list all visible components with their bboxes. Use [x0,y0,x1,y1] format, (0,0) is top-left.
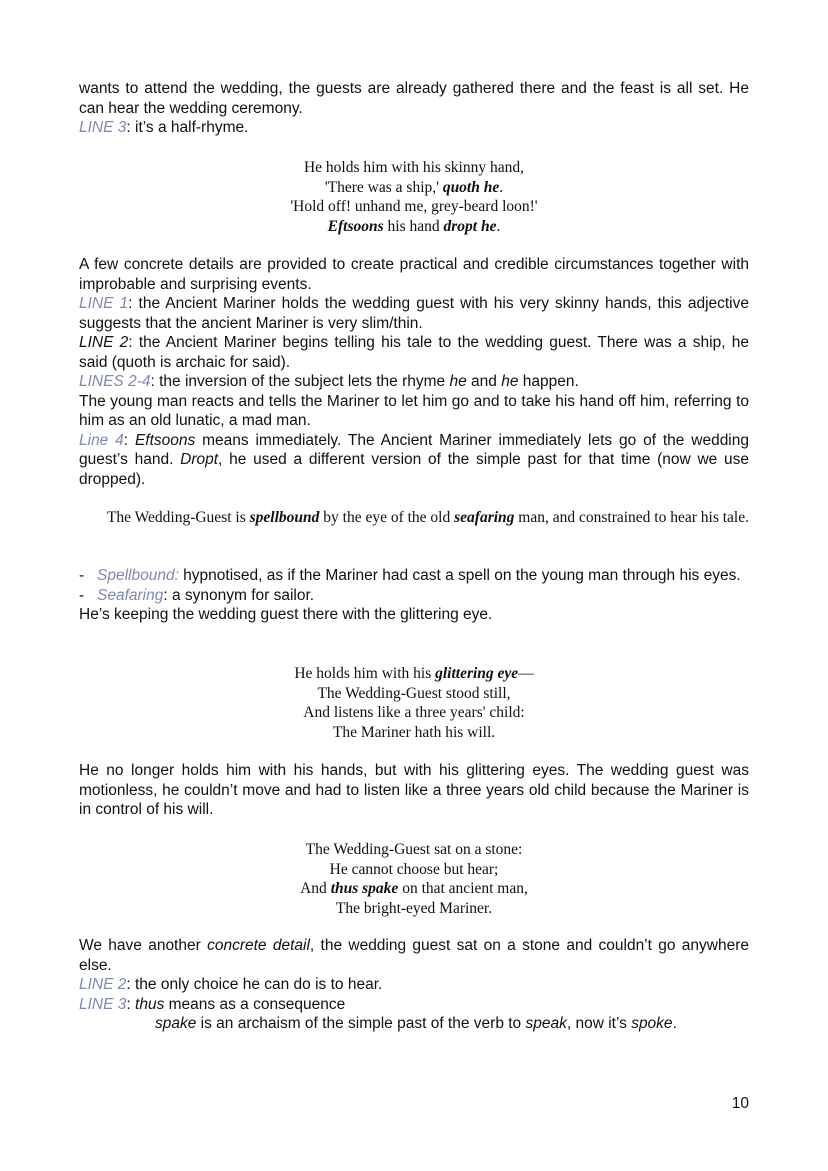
stanza-2: The Wedding-Guest is spellbound by the eye of the old seafaring man, and constrained to hear his tale. [106,509,749,526]
intro-paragraph: wants to attend the wedding, the guests are already gathered there and the feast is all set. He can hear the wedding ceremony. [79,80,749,117]
line3-note: LINE 3: thus means as a consequence [79,995,346,1013]
line-label: LINE 3 [79,995,127,1013]
list-item: - Spellbound: hypnotised, as if the Mariner had cast a spell on the young man through his eyes. [79,567,741,584]
verse-line: The Wedding-Guest stood still, [317,684,511,702]
line-label: LINE 3 [79,119,127,136]
paragraph: We have another concrete detail, the wedding guest sat on a stone and couldn’t go anywhere else. [79,937,749,974]
verse-line: The Wedding-Guest sat on a stone: [305,841,523,858]
line-label: Line 4 [79,431,124,449]
stanza-1 [79,158,749,236]
verse-line: He holds him with his glittering eye— [294,665,534,682]
verse-line: And thus spake on that ancient man, [300,880,528,897]
line-label: LINES 2-4 [79,373,151,390]
verse-line: He cannot choose but hear; [329,860,499,878]
line1-note: LINE 1: the Ancient Mariner holds the wedding guest with his very skinny hands, this adjective suggests that the ancient Mariner is very slim/thin. [79,295,750,332]
verse-line: 'There was a ship,' quoth he. [324,178,504,196]
analysis-3 [79,761,749,820]
line4-note: Line 4: Eftsoons means immediately. The Ancient Mariner immediately lets go of the wedding guest’s hand. Dropt, he used a different version of the simple past for that time (now we use dropped). [79,431,749,488]
verse-line: 'Hold off! unhand me, grey-beard loon!' [290,198,538,215]
line-label: LINE 2 [79,976,127,993]
stanza-4 [79,840,749,918]
verse-line: The Mariner hath his will. [332,723,496,741]
lines24-note: LINES 2-4: the inversion of the subject lets the rhyme he and he happen. [79,373,579,390]
page-number: 10 [731,1095,749,1112]
verse-line: Eftsoons his hand dropt he. [327,217,501,235]
paragraph: A few concrete details are provided to create practical and credible circumstances together with improbable and surprising events. [79,256,749,293]
analysis-1 [79,255,749,489]
intro-block [79,79,749,138]
analysis-2 [79,566,749,625]
verse-line: The bright-eyed Mariner. [335,899,493,917]
line3-note: LINE 3: it’s a half-rhyme. [79,119,249,136]
verse-line: He holds him with his skinny hand, [303,159,524,176]
spake-note: spake is an archaism of the simple past of the verb to speak, now it’s spoke. [155,1015,677,1032]
paragraph: He no longer holds him with his hands, but with his glittering eyes. The wedding guest was motionless, he couldn’t move and had to listen like a three years old child because the Mariner is in control of his will. [79,762,749,818]
line-label: LINE 1 [79,295,129,312]
analysis-4 [79,936,749,1034]
list-item: - Seafaring: a synonym for sailor. [79,586,315,604]
verse-line: And listens like a three years' child: [303,704,525,721]
line-label: LINE 2 [79,334,129,351]
stanza-3 [79,664,749,742]
paragraph: The young man reacts and tells the Mariner to let him go and to take his hand off him, referring to him as an old lunatic, a mad man. [79,392,749,429]
line2-note: LINE 2: the Ancient Mariner begins telling his tale to the wedding guest. There was a ship, he said (quoth is archaic for said). [79,334,749,371]
line2-note: LINE 2: the only choice he can do is to hear. [79,976,383,993]
paragraph: He’s keeping the wedding guest there with the glittering eye. [79,606,493,623]
